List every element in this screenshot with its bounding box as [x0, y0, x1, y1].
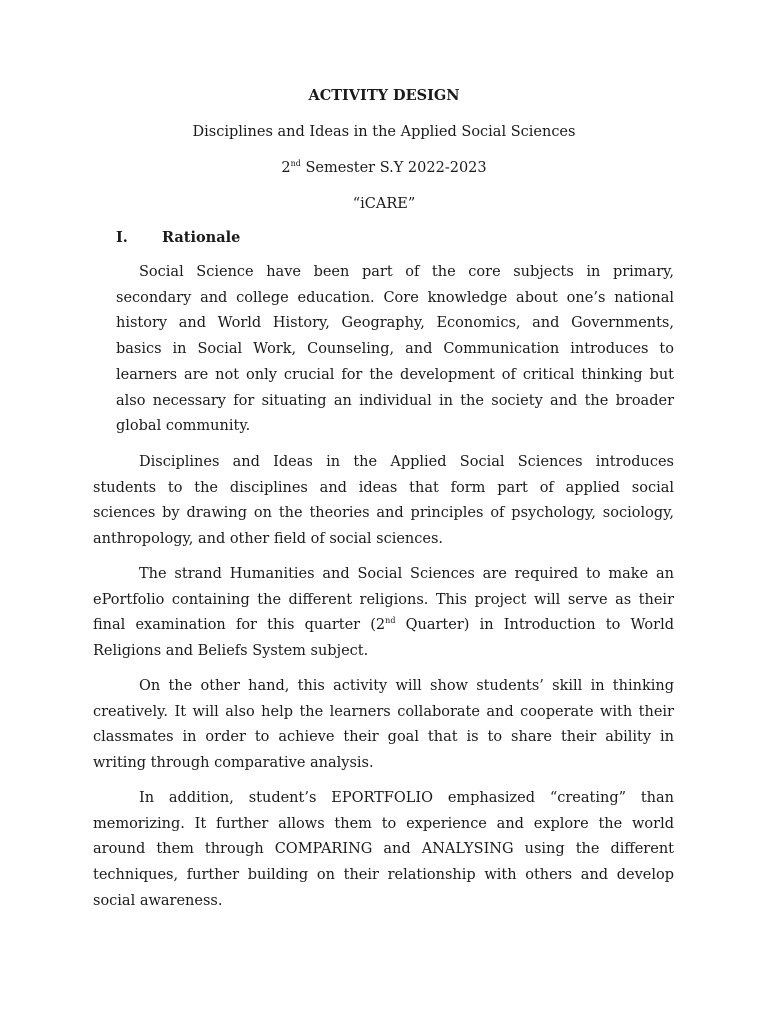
paragraph-rationale-3	[93, 562, 674, 665]
semester-number: 2	[281, 160, 291, 176]
paragraph-line: basics in Social Work, Counseling, and Communication introduces to	[116, 341, 674, 358]
quarter-text-after: Quarter) in Introduction to World	[395, 617, 674, 634]
paragraph-rationale-2	[93, 450, 674, 553]
paragraph-line: sciences by drawing on the theories and principles of psychology, sociology,	[93, 505, 674, 522]
semester-line	[0, 158, 768, 178]
project-name: “iCARE”	[352, 196, 416, 212]
paragraph-line: social awareness.	[93, 892, 223, 909]
paragraph-line: Religions and Beliefs System subject.	[93, 643, 369, 660]
paragraph-line: around them through COMPARING and ANALYSING using the different	[93, 841, 674, 858]
document-subtitle: Disciplines and Ideas in the Applied Social Sciences	[192, 124, 576, 140]
paragraph-rationale-4	[93, 674, 674, 777]
paragraph-rationale-1	[116, 260, 674, 440]
paragraph-line: memorizing. It further allows them to experience and explore the world	[93, 815, 674, 832]
paragraph-rationale-5	[93, 786, 674, 915]
paragraph-line: students to the disciplines and ideas that form part of applied social	[93, 479, 674, 496]
semester-text: Semester S.Y 2022-2023	[300, 160, 487, 176]
paragraph-line	[93, 613, 674, 639]
paragraph-line: secondary and college education. Core knowledge about one’s national	[116, 289, 674, 306]
paragraph-line: Social Science have been part of the core subjects in primary,	[139, 264, 674, 280]
paragraph-line: history and World History, Geography, Economics, and Governments,	[116, 315, 674, 332]
paragraph-line: global community.	[116, 418, 251, 435]
section-number: I.	[116, 229, 128, 246]
paragraph-line: writing through comparative analysis.	[93, 755, 374, 772]
paragraph-line: techniques, further building on their relationship with others and develop	[93, 867, 674, 884]
quarter-ordinal-suffix: nd	[385, 616, 396, 626]
semester-ordinal-suffix: nd	[290, 159, 301, 168]
paragraph-line: In addition, student’s EPORTFOLIO emphasized “creating” than	[139, 790, 674, 806]
section-title: Rationale	[162, 229, 241, 246]
paragraph-line: On the other hand, this activity will show students’ skill in thinking	[139, 678, 674, 694]
document-title: ACTIVITY DESIGN	[308, 87, 460, 104]
paragraph-line: The strand Humanities and Social Sciences are required to make an	[139, 566, 674, 582]
paragraph-line: Disciplines and Ideas in the Applied Social Sciences introduces	[139, 454, 674, 470]
paragraph-line: anthropology, and other field of social sciences.	[93, 531, 444, 548]
section-heading-rationale	[116, 228, 240, 248]
paragraph-line: creatively. It will also help the learners collaborate and cooperate with their	[93, 703, 674, 720]
paragraph-line: classmates in order to achieve their goal that is to share their ability in	[93, 729, 674, 746]
quarter-text-before: final examination for this quarter (2	[93, 617, 386, 634]
paragraph-line: learners are not only crucial for the development of critical thinking but	[116, 366, 674, 383]
paragraph-line: ePortfolio containing the different religions. This project will serve as their	[93, 591, 674, 608]
paragraph-line: also necessary for situating an individual in the society and the broader	[116, 392, 674, 409]
